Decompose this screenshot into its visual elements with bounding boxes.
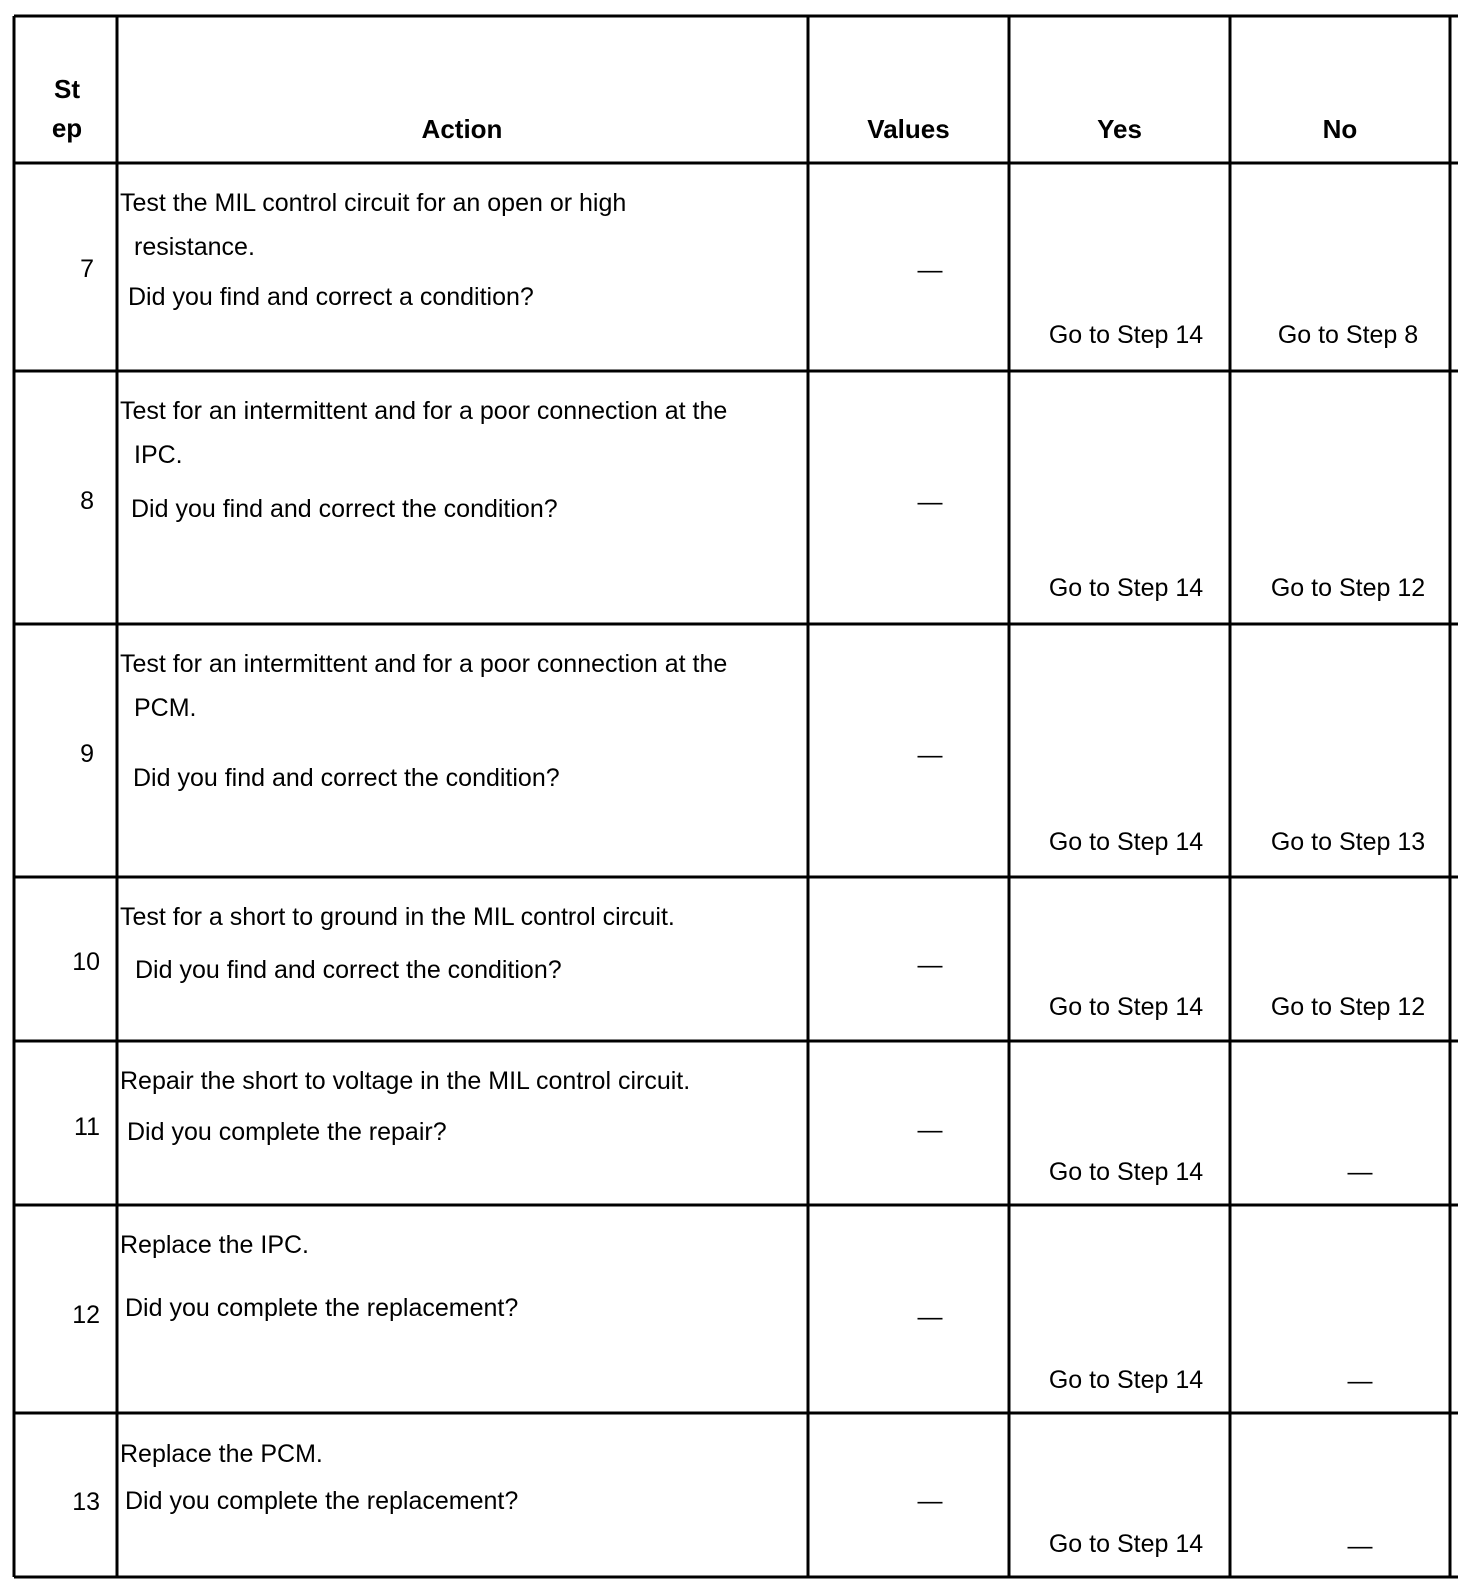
yes-cell: Go to Step 14: [1048, 828, 1204, 856]
action-text: Repair the short to voltage in the MIL control circuit.: [120, 1067, 691, 1095]
yes-cell: Go to Step 14: [1048, 1158, 1204, 1186]
yes-cell: Go to Step 14: [1048, 1366, 1204, 1394]
no-cell: —: [1347, 1532, 1373, 1560]
value-cell: —: [917, 1303, 943, 1331]
action-text: Replace the PCM.: [120, 1440, 323, 1468]
no-cell: Go to Step 13: [1270, 828, 1426, 856]
action-question: Did you complete the repair?: [127, 1118, 447, 1146]
value-cell: —: [917, 488, 943, 516]
action-question: Did you complete the replacement?: [125, 1487, 519, 1515]
step-number: 13: [72, 1488, 100, 1516]
value-cell: —: [917, 1116, 943, 1144]
action-text: Test for an intermittent and for a poor connection at the: [120, 397, 728, 425]
action-text: Replace the IPC.: [120, 1231, 309, 1259]
no-cell: —: [1347, 1367, 1373, 1395]
header-action: Action: [421, 114, 503, 144]
step-number: 12: [72, 1301, 100, 1329]
header-step-line1: St: [54, 74, 80, 104]
action-text: PCM.: [134, 694, 197, 722]
no-cell: Go to Step 12: [1270, 574, 1426, 602]
action-question: Did you complete the replacement?: [125, 1294, 519, 1322]
value-cell: —: [917, 256, 943, 284]
no-cell: Go to Step 12: [1270, 993, 1426, 1021]
action-text: resistance.: [134, 233, 255, 261]
header-yes: Yes: [1097, 114, 1142, 144]
yes-cell: Go to Step 14: [1048, 993, 1204, 1021]
yes-cell: Go to Step 14: [1048, 1530, 1204, 1558]
header-step-line2: ep: [51, 113, 83, 143]
action-question: Did you find and correct the condition?: [131, 495, 558, 523]
header-values: Values: [867, 114, 950, 144]
action-text: Test the MIL control circuit for an open or high: [120, 189, 627, 217]
value-cell: —: [917, 951, 943, 979]
value-cell: —: [917, 1487, 943, 1515]
step-number: 9: [80, 740, 94, 768]
step-number: 8: [80, 487, 94, 515]
action-text: Test for an intermittent and for a poor connection at the: [120, 650, 728, 678]
action-question: Did you find and correct the condition?: [133, 764, 560, 792]
header-no: No: [1322, 114, 1358, 144]
no-cell: —: [1347, 1158, 1373, 1186]
action-text: Test for a short to ground in the MIL control circuit.: [120, 903, 675, 931]
action-question: Did you find and correct the condition?: [135, 956, 562, 984]
yes-cell: Go to Step 14: [1048, 321, 1204, 349]
value-cell: —: [917, 741, 943, 769]
action-question: Did you find and correct a condition?: [128, 283, 534, 311]
yes-cell: Go to Step 14: [1048, 574, 1204, 602]
step-number: 10: [72, 948, 100, 976]
no-cell: Go to Step 8: [1277, 321, 1419, 349]
action-text: IPC.: [134, 441, 183, 469]
step-number: 7: [80, 255, 94, 283]
step-number: 11: [74, 1113, 100, 1141]
header-step: [17, 74, 117, 143]
